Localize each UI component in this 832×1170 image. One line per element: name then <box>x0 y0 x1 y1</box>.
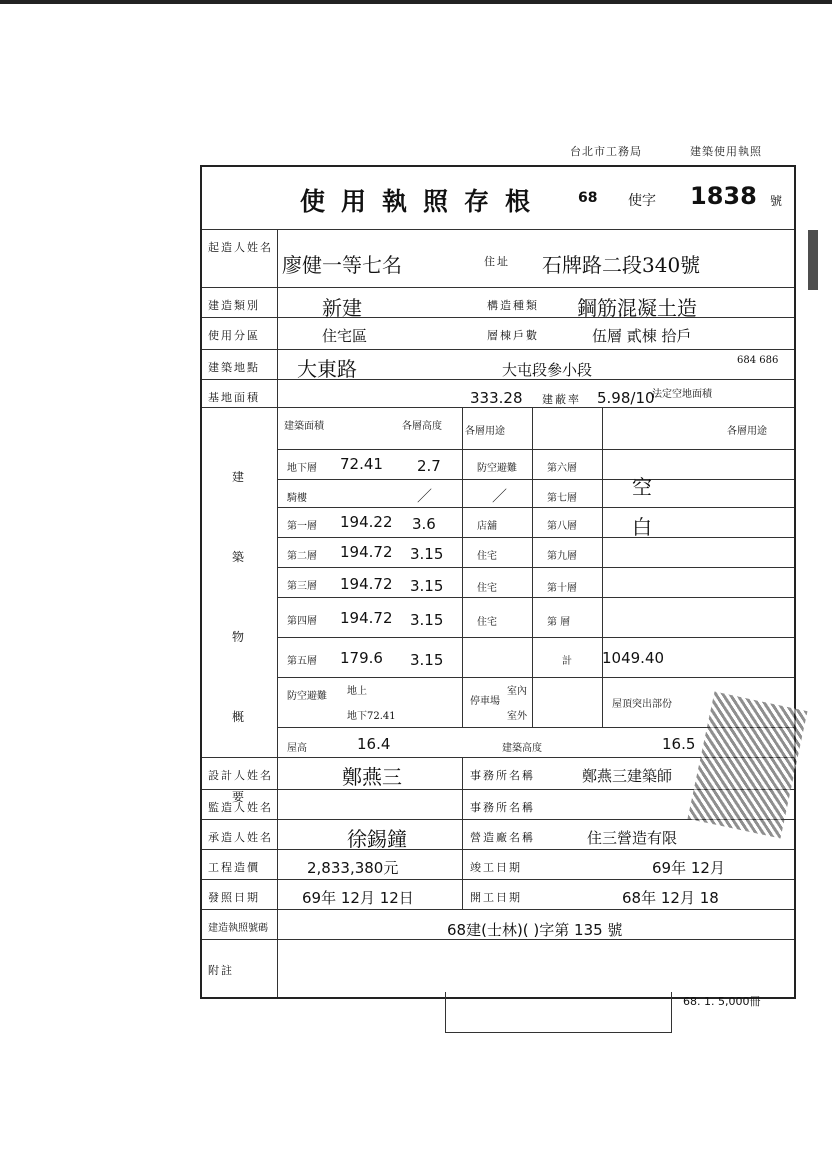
top-stamp-right: 建築使用執照 <box>690 145 762 158</box>
print-edition: 68. 1. 5,000冊 <box>683 995 761 1008</box>
cost-value: 2,833,380元 <box>307 859 399 877</box>
floor-use: 防空避難 <box>477 463 517 474</box>
parking-label: 停車場 <box>470 696 500 707</box>
permit-value: 68建(士林)( )字第 135 號 <box>447 921 623 939</box>
form-title: 使用執照存根 <box>300 187 547 216</box>
floor-name: 第四層 <box>287 616 317 627</box>
rule <box>202 317 794 318</box>
contractor-name: 徐錫鐘 <box>347 827 407 851</box>
rule <box>277 567 794 568</box>
rule <box>202 229 794 230</box>
rule <box>602 407 603 727</box>
floor-name: 騎樓 <box>287 493 307 504</box>
remarks-label: 附註 <box>208 964 234 977</box>
rule <box>462 407 463 727</box>
type-label: 建造類別 <box>208 299 260 312</box>
floor-name: 第二層 <box>287 551 317 562</box>
rule <box>277 537 794 538</box>
license-form <box>200 165 796 999</box>
floor-area: 194.72 <box>340 609 393 627</box>
legal-label: 法定空地面積 <box>652 389 712 400</box>
floor-use: 住宅 <box>477 583 497 594</box>
company-label: 營造廠名稱 <box>470 831 535 844</box>
license-year: 68 <box>578 190 598 206</box>
floor-total: 1049.40 <box>602 649 665 667</box>
top-stamp-left: 台北市工務局 <box>570 145 642 158</box>
building-height-value: 16.5 <box>662 735 696 753</box>
rule <box>277 597 794 598</box>
side-label: 建 築 物 概 要 <box>232 470 245 804</box>
floors-label: 層棟戶數 <box>487 329 539 342</box>
floor-name: 第三層 <box>287 581 317 592</box>
rule <box>277 677 794 678</box>
permit-label: 建造執照號碼 <box>208 923 268 934</box>
rule <box>277 507 794 508</box>
complete-label: 竣工日期 <box>470 861 522 874</box>
floor-height: 2.7 <box>417 457 441 475</box>
floor-name: 地下層 <box>287 463 317 474</box>
supervisor-label: 監造人姓名 <box>208 801 273 814</box>
header-height: 各層高度 <box>402 421 442 432</box>
right-floor: 第七層 <box>547 493 577 504</box>
rule <box>202 407 794 408</box>
coverage-value: 5.98/10 <box>597 389 655 407</box>
designer-firm-label: 事務所名稱 <box>470 769 535 782</box>
building-height-label: 建築高度 <box>502 743 542 754</box>
complete-date: 69年 12月 <box>652 859 725 877</box>
footer-box <box>445 992 672 1033</box>
floor-use: 店舖 <box>477 521 497 532</box>
top-stamp <box>560 125 785 170</box>
supervisor-firm-label: 事務所名稱 <box>470 801 535 814</box>
floor-height: 3.15 <box>410 577 444 595</box>
building-use: 住宅區 <box>322 327 368 345</box>
scan-edge <box>808 230 818 290</box>
issue-label: 發照日期 <box>208 891 260 904</box>
issue-date: 69年 12月 12日 <box>302 889 414 907</box>
right-floor: 第六層 <box>547 463 577 474</box>
license-label: 使字 <box>628 193 656 209</box>
shelter-below: 地下72.41 <box>347 711 396 722</box>
license-suffix: 號 <box>770 194 783 208</box>
floor-height: 3.6 <box>412 515 436 533</box>
floor-height: 3.15 <box>410 651 444 669</box>
contractor-label: 承造人姓名 <box>208 831 273 844</box>
designer-label: 設計人姓名 <box>208 769 273 782</box>
floor-area: 72.41 <box>340 455 383 473</box>
applicant-address: 石牌路二段340號 <box>542 253 701 277</box>
rule <box>532 407 533 727</box>
location-lots: 684 686 <box>737 355 779 366</box>
rule <box>277 449 794 450</box>
right-floor: 第十層 <box>547 583 577 594</box>
area-other: 333.28 <box>470 389 523 407</box>
area-label: 基地面積 <box>208 391 260 404</box>
location-label: 建築地點 <box>208 361 260 374</box>
floor-name: 第一層 <box>287 521 317 532</box>
floor-use: 住宅 <box>477 617 497 628</box>
roof-label: 屋頂突出部份 <box>612 699 672 710</box>
rule <box>462 757 463 909</box>
rule <box>202 849 794 850</box>
location-section: 大屯段參小段 <box>502 361 593 379</box>
applicant-label: 起造人姓名 <box>208 241 273 254</box>
header-use: 各層用途 <box>465 426 505 437</box>
rule <box>202 909 794 910</box>
building-type: 新建 <box>322 296 362 320</box>
start-label: 開工日期 <box>470 891 522 904</box>
floor-height: 3.15 <box>410 545 444 563</box>
handwritten-note: 空白 <box>632 475 652 539</box>
designer-firm: 鄭燕三建築師 <box>582 767 673 785</box>
floor-area: 194.22 <box>340 513 393 531</box>
cost-label: 工程造價 <box>208 861 260 874</box>
rule <box>202 379 794 380</box>
company-name: 住三營造有限 <box>587 829 678 847</box>
building-structure: 鋼筋混凝土造 <box>577 296 697 320</box>
rule <box>277 637 794 638</box>
use-label: 使用分區 <box>208 329 260 342</box>
right-floor: 第八層 <box>547 521 577 532</box>
building-floors: 伍層 貳棟 拾戶 <box>592 327 692 345</box>
parking-outdoor: 室外 <box>507 711 527 722</box>
right-floor: 計 <box>562 656 572 667</box>
height-label: 屋高 <box>287 743 307 754</box>
start-date: 68年 12月 18 <box>622 889 719 907</box>
coverage-label: 建蔽率 <box>542 393 581 406</box>
header-area: 建築面積 <box>284 421 324 432</box>
floor-area: 194.72 <box>340 575 393 593</box>
rule <box>202 287 794 288</box>
height-value: 16.4 <box>357 735 391 753</box>
rule <box>277 229 278 997</box>
rule <box>202 349 794 350</box>
structure-label: 構造種類 <box>487 299 539 312</box>
address-label: 住址 <box>484 255 510 268</box>
floor-area: 194.72 <box>340 543 393 561</box>
floor-height: 3.15 <box>410 611 444 629</box>
scan-edge <box>0 0 832 4</box>
floor-use: 住宅 <box>477 551 497 562</box>
floor-height: ／ <box>417 487 433 505</box>
rule <box>202 879 794 880</box>
header-use-right: 各層用途 <box>727 426 767 437</box>
shelter-label: 防空避難 <box>287 691 327 702</box>
designer-name: 鄭燕三 <box>342 765 402 789</box>
applicant-name: 廖健一等七名 <box>282 253 402 277</box>
floor-name: 第五層 <box>287 656 317 667</box>
location-road: 大東路 <box>297 357 357 381</box>
rule <box>277 479 794 480</box>
right-floor: 第 層 <box>547 617 571 628</box>
right-floor: 第九層 <box>547 551 577 562</box>
license-number: 1838 <box>690 182 757 210</box>
parking-indoor: 室內 <box>507 686 527 697</box>
floor-area: 179.6 <box>340 649 383 667</box>
shelter-above: 地上 <box>347 686 367 697</box>
floor-use: ／ <box>492 487 508 505</box>
